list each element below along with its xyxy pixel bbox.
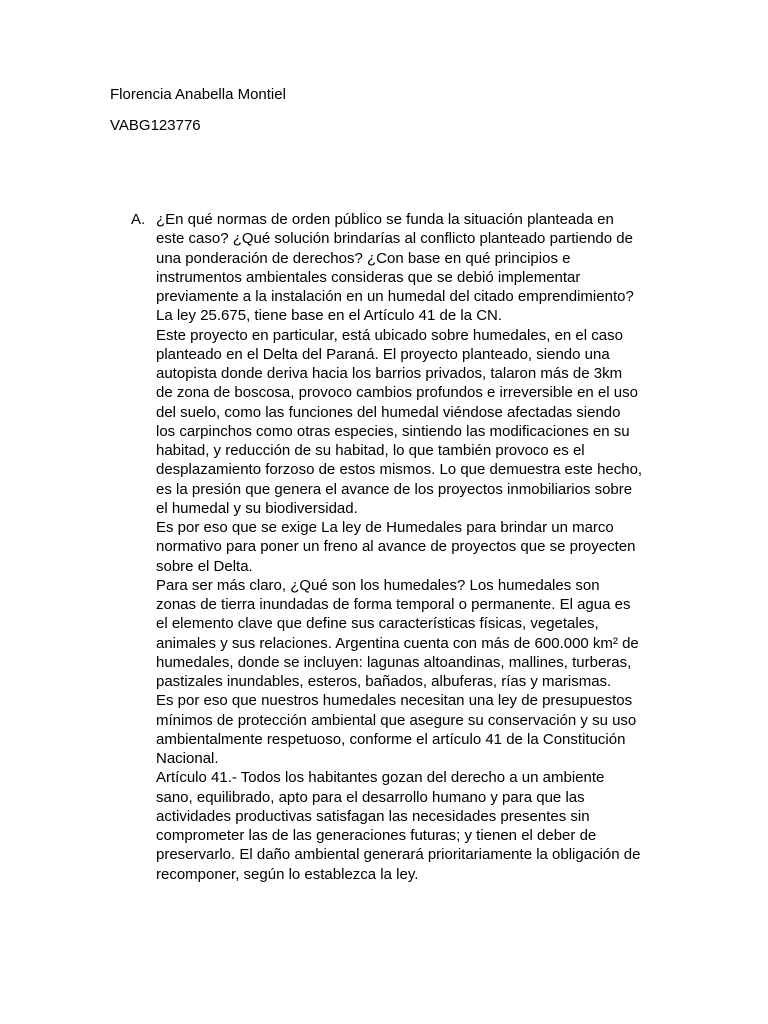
answer-text (156, 210, 676, 884)
text-line: ambientalmente respetuoso, conforme el artículo 41 de la Constitución (156, 730, 626, 748)
text-line: normativo para poner un freno al avance de proyectos que se proyecten (156, 538, 636, 556)
text-line: Es por eso que se exige La ley de Humedales para brindar un marco (156, 519, 614, 536)
text-line: actividades productivas satisfagan las necesidades presentes sin (156, 807, 590, 825)
text-line: desplazamiento forzoso de estos mismos. Lo que demuestra este hecho, (156, 461, 643, 479)
text-line: instrumentos ambientales consideras que se debió implementar (156, 268, 581, 286)
text-line: una ponderación de derechos? ¿Con base en qué principios e (156, 249, 571, 267)
text-line: recomponer, según lo establezca la ley. (156, 865, 419, 883)
text-line: del suelo, como las funciones del humedal viéndose afectadas siendo (156, 403, 621, 421)
text-line: los carpinchos como otras especies, sintiendo las modificaciones en su (156, 422, 630, 440)
text-line: el humedal y su biodiversidad. (156, 499, 358, 517)
text-line: ¿En qué normas de orden público se funda la situación planteada en (156, 211, 614, 228)
text-line: pastizales inundables, esteros, bañados, albuferas, rías y marismas. (156, 673, 612, 690)
text-line: sobre el Delta. (156, 557, 253, 575)
text-line: zonas de tierra inundadas de forma temporal o permanente. El agua es (156, 596, 631, 613)
text-line: Este proyecto en particular, está ubicado sobre humedales, en el caso (156, 326, 623, 344)
text-line: Nacional. (156, 750, 219, 767)
text-line: sano, equilibrado, apto para el desarrollo humano y para que las (156, 788, 585, 806)
text-line: Para ser más claro, ¿Qué son los humedales? Los humedales son (156, 576, 600, 594)
text-line: comprometer las de las generaciones futuras; y tienen el deber de (156, 827, 597, 844)
author-name: Florencia Anabella Montiel (110, 86, 286, 103)
text-line: La ley 25.675, tiene base en el Artículo 41 de la CN. (156, 307, 503, 325)
text-line: humedales, donde se incluyen: lagunas altoandinas, mallines, turberas, (156, 653, 632, 671)
student-id: VABG123776 (110, 117, 201, 134)
text-line: este caso? ¿Qué solución brindarías al conflicto planteado partiendo de (156, 230, 633, 248)
list-item-marker: A. (131, 211, 146, 228)
text-line: mínimos de protección ambiental que asegure su conservación y su uso (156, 711, 637, 729)
text-line: habitad, y reducción de su habitad, lo que también provoco es el (156, 442, 585, 459)
text-line: preservarlo. El daño ambiental generará prioritariamente la obligación de (156, 846, 641, 864)
text-line: previamente a la instalación en un humedal del citado emprendimiento? (156, 288, 634, 305)
text-line: autopista donde deriva hacia los barrios privados, talaron más de 3km (156, 365, 623, 382)
text-line: es la presión que genera el avance de los proyectos inmobiliarios sobre (156, 480, 633, 498)
text-line: de zona de boscosa, provoco cambios profundos e irreversible en el uso (156, 384, 638, 402)
text-line: Es por eso que nuestros humedales necesitan una ley de presupuestos (156, 692, 633, 710)
text-line: Artículo 41.- Todos los habitantes gozan del derecho a un ambiente (156, 769, 605, 787)
text-line: el elemento clave que define sus características físicas, vegetales, (156, 615, 599, 633)
text-line: animales y sus relaciones. Argentina cuenta con más de 600.000 km² de (156, 634, 639, 652)
text-line: planteado en el Delta del Paraná. El proyecto planteado, siendo una (156, 345, 610, 363)
